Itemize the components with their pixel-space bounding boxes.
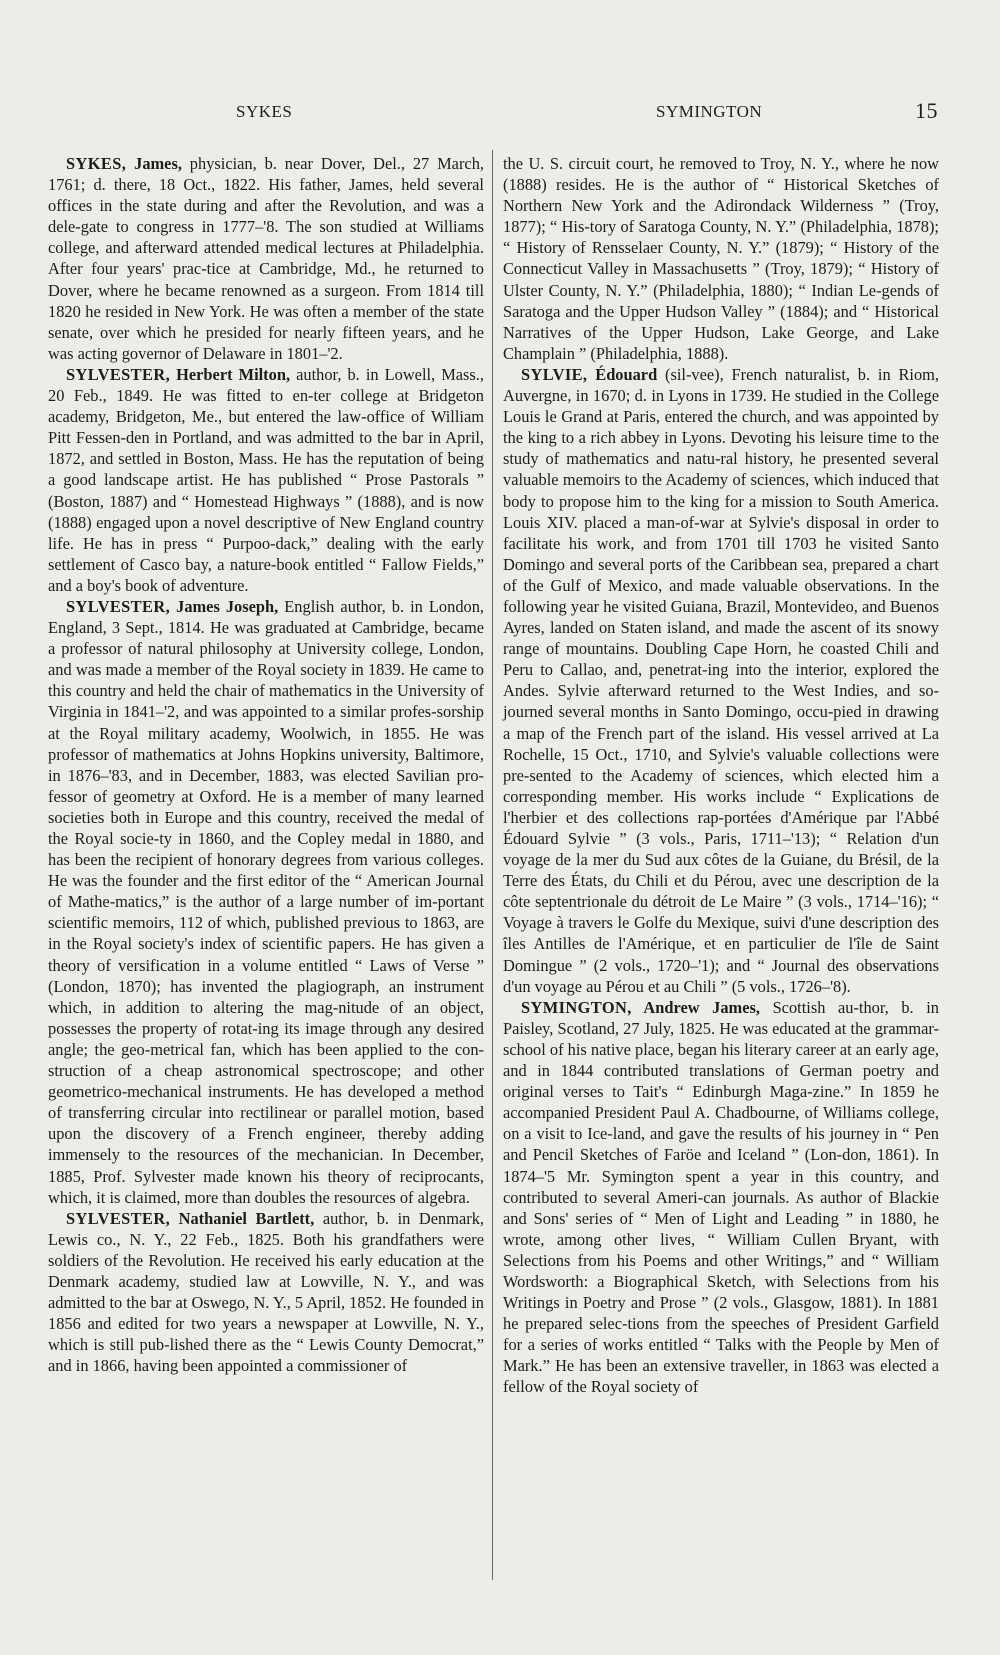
entry-name: James, <box>126 154 182 173</box>
entry-name: James Joseph, <box>170 596 279 616</box>
entry-continuation <box>503 153 939 364</box>
entry-text: the U. S. circuit court, he removed to Troy, N. Y., where he now (1888) resides. He is the author of “ Historical Sketches of Northern New York and the Adirondack Wilderness ” (Troy, 1877); “ His-tory of Saratoga County, N. Y.” (Philadelphia, 1878); “ History of Rensselaer County, N. Y.” (1879); “ History of the Connecticut Valley in Massachusetts ” (Troy, 1879); “ History of Ulster County, N. Y.” (Philadelphia, 1880); “ Indian Le-gends of Saratoga and the Upper Hudson Valley ” (1884); and “ Historical Narratives of the Upper Hudson, Lake George, and Lake Champlain ” (Philadelphia, 1888). <box>503 154 939 363</box>
entry-headword: SYMINGTON, <box>521 997 632 1017</box>
entry-sylvester-nathaniel-bartlett <box>48 1208 484 1377</box>
running-head-right: SYMINGTON <box>656 102 763 121</box>
entry-headword: SYLVESTER, <box>66 1208 171 1228</box>
entry-headword: SYLVESTER, <box>66 364 171 384</box>
entry-name: Herbert Milton, <box>170 364 291 384</box>
entry-symington-andrew-james <box>503 997 939 1398</box>
column-divider <box>492 150 493 1580</box>
entry-name: Édouard <box>587 364 658 384</box>
entry-text: (sil-vee), French naturalist, b. in Riom, Auvergne, in 1670; d. in Lyons in 1739. He studied in the College Louis le Grand at Paris, entered the church, and was appointed by the king to a rich abbey in Lyons. Devoting his leisure time to the study of mathematics and natu-ral history, he presented several valuable memoirs to the Academy of sciences, which induced that body to propose him to the king for a mission to South America. Louis XIV. placed a man-of-war at Sylvie's disposal in order to facilitate his work, and from 1701 till 1703 he visited Santo Domingo and several ports of the Caribbean sea, prepared a chart of the Gulf of Mexico, and made valuable observations. In the following year he visited Guiana, Brazil, Montevideo, and Buenos Ayres, landed on Staten island, and made the ascent of its snowy range of mountains. Doubling Cape Horn, he coasted Chili and Peru to Callao, and, penetrat-ing into the interior, explored the Andes. Sylvie afterward returned to the West Indies, and so-journed several months in Santo Domingo, occu-pied in drawing a map of the French part of the island. His vessel arrived at La Rochelle, 15 Oct., 1710, and Sylvie's valuable collections were pre-sented to the Academy of sciences, which elected him a corresponding member. His works include “ Explications de l'herbier et des collections rap-portées d'Amérique par l'Abbé Édouard Sylvie ” (3 vols., Paris, 1711–'13); “ Relation d'un voyage de la mer du Sud aux côtes de la Guiane, du Brésil, de la Terre des États, du Chili et du Pérou, avec une description de la côte septentrionale du détroit de Le Maire ” (3 vols., 1714–'16); “ Voyage à travers le Golfe du Mexique, suivi d'une description des îles Antilles de l'Amérique, et en particulier de l'île de Saint Domingue ” (2 vols., 1720–'1); and “ Journal des observations d'un voyage au Pérou et au Chili ” (5 vols., 1726–'8). <box>503 364 939 996</box>
entry-sylvester-herbert-milton <box>48 364 484 596</box>
left-column <box>48 153 484 1376</box>
entry-text: English author, b. in London, England, 3 Sept., 1814. He was graduated at Cambridge, became a professor of natural philosophy at University college, London, and was made a member of the Royal society in 1839. He came to this country and held the chair of mathematics in the University of Virginia in 1841–'2, and was appointed to a similar profes-sorship at the Royal military academy, Woolwich, in 1855. He was professor of mathematics at Johns Hopkins university, Baltimore, in 1876–'83, and in December, 1883, was elected Savilian pro-fessor of geometry at Oxford. He is a member of many learned societies both in Europe and this country, received the medal of the Royal socie-ty in 1860, and the Copley medal in 1880, and has been the recipient of honorary degrees from various colleges. He was the founder and the first editor of the “ American Journal of Mathe-matics,” is the author of a large number of im-portant scientific memoirs, 112 of which, published previous to 1863, are in the Royal society's index of scientific papers. He has given a theory of versification in a volume entitled “ Laws of Verse ” (London, 1870); has invented the plagiograph, an instrument which, in addition to altering the mag-nitude of an object, possesses the property of rotat-ing its image through any desired angle; the geo-metrical fan, which has been applied to the con-struction of a cheap astronomical spectroscope; and other geometrico-mechanical instruments. He has developed a method of transferring circular into rectilinear or parallel motion, based upon the discovery of a French engineer, thereby adding immensely to the resources of the mechanician. In December, 1885, Prof. Sylvester made known his theory of reciprocants, which, it is claimed, more than doubles the resources of algebra. <box>48 596 484 1207</box>
entry-sylvie-edouard <box>503 364 939 997</box>
running-head <box>0 98 1000 128</box>
entry-headword: SYKES, <box>66 154 127 173</box>
entry-text: author, b. in Denmark, Lewis co., N. Y., 22 Feb., 1825. Both his grandfathers were soldiers of the Revolution. He received his early education at the Denmark academy, studied law at Lowville, N. Y., and was admitted to the bar at Oswego, N. Y., 5 April, 1852. He founded in 1856 and edited for two years a newspaper at Lowville, N. Y., which is still pub-lished there as the “ Lewis County Democrat,” and in 1866, having been appointed a commissioner of <box>48 1208 484 1376</box>
entry-text: author, b. in Lowell, Mass., 20 Feb., 1849. He was fitted to en-ter college at Bridgeton academy, Bridgeton, Me., but entered the law-office of William Pitt Fessen-den in Portland, and was admitted to the bar in April, 1872, and settled in Boston, Mass. He has the reputation of being a good landscape artist. He has published “ Prose Pastorals ” (Boston, 1887) and “ Homestead Highways ” (1888), and is now (1888) engaged upon a novel descriptive of New England country life. He has in press “ Purpoo-dack,” dealing with the early settlement of Casco bay, a nature-book entitled “ Fallow Fields,” and a boy's book of adventure. <box>48 364 484 595</box>
entry-sykes-james <box>48 153 484 364</box>
entry-text: physician, b. near Dover, Del., 27 March, 1761; d. there, 18 Oct., 1822. His father, James, held several offices in the state during and after the Revolution, and was a dele-gate to congress in 1777–'8. The son studied at Williams college, and afterward attended medical lectures at Philadelphia. After four years' prac-tice at Cambridge, Md., he returned to Dover, where he became renowned as a surgeon. From 1814 till 1820 he resided in New York. He was often a member of the state senate, over which he presided for nearly fifteen years, and he was acting governor of Delaware in 1801–'2. <box>48 154 484 363</box>
running-head-left: SYKES <box>236 102 293 121</box>
entry-headword: SYLVESTER, <box>66 596 171 616</box>
entry-name: Nathaniel Bartlett, <box>170 1208 315 1228</box>
entry-name: Andrew James, <box>631 997 760 1017</box>
page-number: 15 <box>915 98 938 123</box>
entry-text: Scottish au-thor, b. in Paisley, Scotland, 27 July, 1825. He was educated at the grammar-school of his native place, began his literary career at an early age, and in 1844 contributed translations of German poetry and original verses to Tait's “ Edinburgh Maga-zine.” In 1859 he accompanied President Paul A. Chadbourne, of Williams college, on a visit to Ice-land, and gave the results of his journey in “ Pen and Pencil Sketches of Faröe and Iceland ” (Lon-don, 1861). In 1874–'5 Mr. Symington spent a year in this country, and contributed to several Ameri-can journals. As author of Blackie and Sons' series of “ Men of Light and Leading ” in 1880, he wrote, among other lives, “ William Cullen Bryant, with Selections from his Poems and other Writings,” and “ William Wordsworth: a Biographical Sketch, with Selections from his Writings in Poetry and Prose ” (2 vols., Glasgow, 1881). In 1881 he prepared selec-tions from the speeches of President Garfield for a series of works entitled “ Talks with the People by Men of Mark.” He has been an extensive traveller, in 1863 was elected a fellow of the Royal society of <box>503 997 939 1397</box>
entry-headword: SYLVIE, <box>521 364 588 384</box>
right-column <box>503 153 939 1398</box>
entry-sylvester-james-joseph <box>48 596 484 1208</box>
